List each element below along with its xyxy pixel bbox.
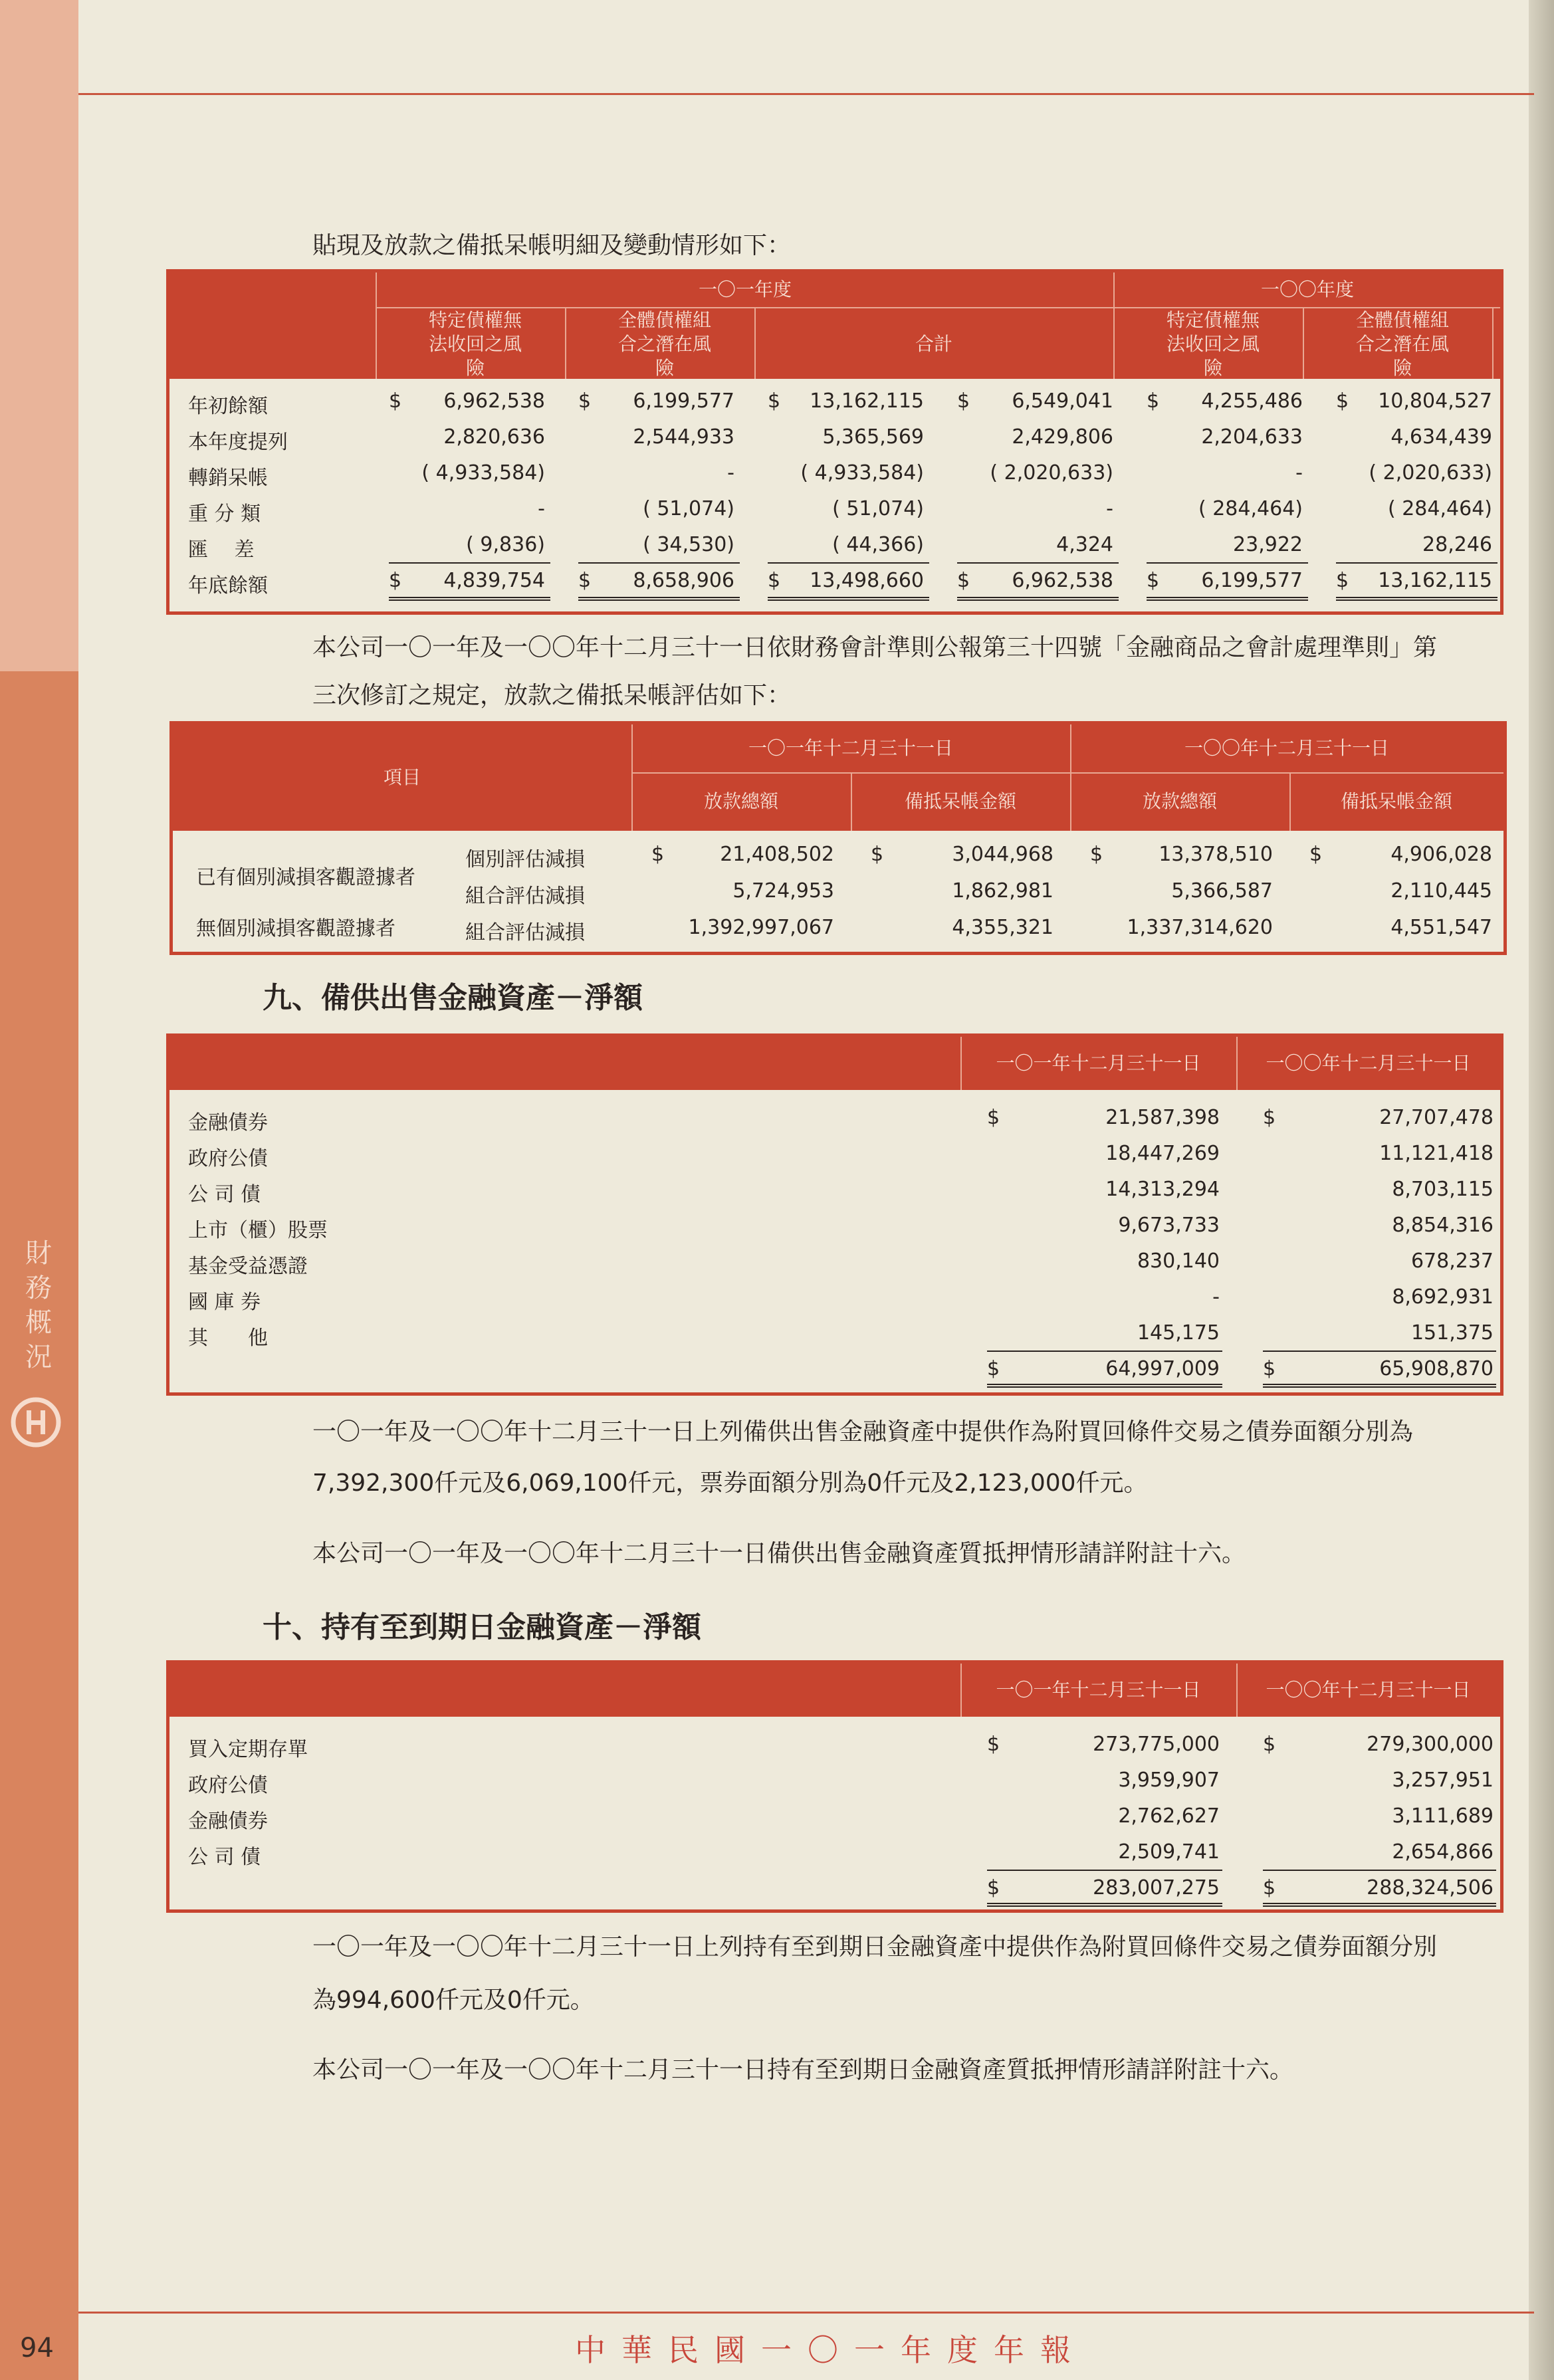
table-row [169,1172,1500,1208]
table-row [169,492,1500,528]
htm-note2: 本公司一〇一年及一〇〇年十二月三十一日持有至到期日金融資產質抵押情形請詳附註十六。 [312,2056,1294,2084]
dollar-sign: $ [987,1733,1000,1756]
total-double-rule [768,597,929,601]
header-allowance-101: 備抵呆帳金額 [904,790,1016,812]
row-label: 政府公債 [188,1147,268,1170]
side-band-section [0,671,78,2380]
header-divider [1492,307,1494,379]
table-cell: 13,162,115 [810,389,924,413]
page-number: 94 [20,2333,54,2363]
htm-note1-line1: 一〇一年及一〇〇年十二月三十一日上列持有至到期日金融資產中提供作為附買回條件交易之債券面額分別 [312,1933,1438,1961]
total-cell: 283,007,275 [1093,1876,1220,1899]
table-cell: 6,962,538 [1012,569,1113,592]
afs-table-header [169,1037,1500,1090]
header-divider [1113,272,1115,379]
header-item: 項目 [383,766,421,788]
table-cell: 6,199,577 [1201,569,1303,592]
dollar-sign: $ [1147,569,1160,592]
total-cell: 64,997,009 [1105,1357,1220,1380]
table-cell: ( 4,933,584) [800,461,924,485]
table-cell: 4,551,547 [1390,916,1492,939]
allowance-table [166,269,1503,615]
table-row [169,1244,1500,1280]
table-row [169,1280,1500,1316]
table-cell: 18,447,269 [1105,1142,1220,1165]
row-label: 金融債券 [188,1810,268,1833]
total-row [169,1352,1500,1388]
table-cell: ( 44,366) [832,533,924,556]
table-cell: 13,162,115 [1378,569,1492,592]
table-cell: 3,044,968 [952,843,1054,866]
header-date-101: 一〇一年十二月三十一日 [996,1679,1201,1701]
afs-note1-line2: 7,392,300仟元及6,069,100仟元，票券面額分別為0仟元及2,123,000仟元。 [312,1469,1148,1497]
evaluation-table-header [173,724,1503,831]
table-cell: 4,255,486 [1201,389,1303,413]
table-cell: 14,313,294 [1105,1178,1220,1201]
table-cell: ( 34,530) [643,533,734,556]
table-cell: ( 4,933,584) [421,461,545,485]
header-loans-100: 放款總額 [1142,790,1217,812]
row-label: 公 司 債 [188,1183,261,1206]
header-divider [376,272,377,379]
dollar-sign: $ [1263,1357,1276,1380]
table-cell: ( 51,074) [643,497,734,520]
table-cell: 830,140 [1137,1249,1220,1273]
row-label: 轉銷呆帳 [188,467,268,490]
evaluation-table-body [173,837,1503,952]
dollar-sign: $ [1263,1106,1276,1129]
htm-table-body [169,1727,1500,1909]
table-row [173,911,1503,946]
table-cell: 2,110,445 [1390,879,1492,903]
table-cell: ( 284,464) [1198,497,1303,520]
header-specific-100: 特定債權無法收回之風險 [1166,309,1260,379]
table-row [169,1799,1500,1835]
afs-heading: 九、備供出售金融資產－淨額 [263,981,643,1015]
dollar-sign: $ [1309,843,1323,866]
htm-note1-line2: 為994,600仟元及0仟元。 [312,1987,594,2014]
header-divider [1303,307,1304,379]
dollar-sign: $ [987,1876,1000,1899]
subtotal-rule [957,562,1119,564]
table-row [169,1101,1500,1136]
table-cell: 3,257,951 [1392,1769,1494,1792]
total-double-rule [1336,597,1498,601]
total-double-rule [578,597,740,601]
subtotal-rule [1263,1351,1496,1352]
table-row [169,1316,1500,1352]
table-cell: 6,199,577 [633,389,734,413]
total-double-rule [1263,1384,1496,1388]
evaluation-group1-label: 已有個別減損客觀證據者 [196,866,415,889]
header-date-101: 一〇一年十二月三十一日 [748,737,953,759]
dollar-sign: $ [768,389,781,413]
table-cell: - [1295,461,1303,485]
htm-table-header [169,1664,1500,1717]
table-cell: 151,375 [1410,1321,1494,1345]
table-row [173,874,1503,910]
table-cell: ( 9,836) [466,533,545,556]
table-cell: 4,634,439 [1390,425,1492,449]
table-cell: 2,429,806 [1012,425,1113,449]
table-cell: 1,862,981 [952,879,1054,903]
table-cell: 23,922 [1233,533,1303,556]
dollar-sign: $ [957,389,970,413]
row-label: 公 司 債 [188,1846,261,1869]
table-cell: 678,237 [1410,1249,1494,1273]
header-portfolio-100: 全體債權組合之潛在風險 [1355,309,1449,379]
company-logo-icon [9,1396,62,1449]
table-cell: 8,854,316 [1392,1214,1494,1237]
top-rule [78,93,1534,95]
total-double-rule [957,597,1119,601]
table-cell: ( 2,020,633) [1369,461,1492,485]
table-row [169,1727,1500,1763]
header-date-101: 一〇一年十二月三十一日 [996,1052,1201,1074]
dollar-sign: $ [389,569,402,592]
dollar-sign: $ [987,1106,1000,1129]
total-cell: 288,324,506 [1367,1876,1494,1899]
table-cell: - [1212,1285,1220,1309]
table-cell: 13,378,510 [1159,843,1273,866]
dollar-sign: $ [1336,569,1349,592]
table-cell: 21,408,502 [720,843,834,866]
subtotal-rule [768,562,929,564]
table-cell: 5,365,569 [822,425,924,449]
row-label: 上市（櫃）股票 [188,1219,328,1242]
row-label: 年底餘額 [188,574,268,597]
allowance-table-body [169,384,1500,611]
subtotal-rule [389,562,550,564]
table-cell: 2,509,741 [1118,1840,1220,1864]
header-date-100: 一〇〇年十二月三十一日 [1266,1679,1471,1701]
table-cell: 13,498,660 [810,569,924,592]
subtotal-rule [1336,562,1498,564]
dollar-sign: $ [1336,389,1349,413]
table-cell: 1,337,314,620 [1127,916,1273,939]
row-label: 政府公債 [188,1774,268,1797]
table-cell: 145,175 [1137,1321,1220,1345]
subtotal-rule [987,1351,1222,1352]
table-cell: 8,692,931 [1392,1285,1494,1309]
row-label: 基金受益憑證 [188,1255,308,1278]
row-method: 個別評估減損 [465,848,585,871]
header-total-101: 合計 [915,333,952,355]
table-cell: 2,762,627 [1118,1804,1220,1828]
table-cell: 279,300,000 [1367,1733,1494,1756]
row-label: 重 分 類 [188,502,261,526]
allowance-intro: 貼現及放款之備抵呆帳明細及變動情形如下： [312,232,792,259]
dollar-sign: $ [957,569,970,592]
table-cell: 8,703,115 [1392,1178,1494,1201]
dollar-sign: $ [1263,1876,1276,1899]
side-section-label: 財務概況 [25,1238,52,1372]
header-date-100: 一〇〇年十二月三十一日 [1184,737,1389,759]
table-cell: 4,355,321 [952,916,1054,939]
total-double-rule [389,597,550,601]
evaluation-group2-label: 無個別減損客觀證據者 [196,917,395,940]
row-label: 本年度提列 [188,431,288,454]
footer-title: 中華民國一〇一年度年報 [575,2332,1087,2368]
table-cell: ( 284,464) [1387,497,1492,520]
dollar-sign: $ [578,389,592,413]
row-label: 金融債券 [188,1111,268,1135]
evaluation-intro-line1: 本公司一〇一年及一〇〇年十二月三十一日依財務會計準則公報第三十四號「金融商品之會計處理準則」第 [312,634,1438,661]
header-loans-101: 放款總額 [703,790,778,812]
table-cell: 2,544,933 [633,425,734,449]
table-cell: 27,707,478 [1379,1106,1494,1129]
table-cell: 2,654,866 [1392,1840,1494,1864]
afs-table-body [169,1101,1500,1392]
table-row [169,1835,1500,1871]
table-cell: 2,204,633 [1201,425,1303,449]
row-label: 買入定期存單 [188,1738,308,1761]
dollar-sign: $ [1147,389,1160,413]
row-label: 年初餘額 [188,395,268,418]
table-row [169,1763,1500,1799]
table-cell: 5,724,953 [732,879,834,903]
table-cell: 4,906,028 [1390,843,1492,866]
subtotal-rule [578,562,740,564]
row-label: 國 庫 券 [188,1291,261,1314]
table-cell: 5,366,587 [1171,879,1273,903]
table-row [169,456,1500,492]
total-double-rule [987,1384,1222,1388]
subtotal-rule [1263,1870,1496,1871]
htm-table [166,1660,1503,1913]
table-cell: 28,246 [1422,533,1492,556]
table-row [169,384,1500,420]
dollar-sign: $ [1263,1733,1276,1756]
page-edge [1529,0,1554,2380]
table-row [169,528,1500,564]
afs-table [166,1033,1503,1396]
table-cell: 2,820,636 [443,425,545,449]
header-specific-101: 特定債權無法收回之風險 [428,309,522,379]
table-cell: 21,587,398 [1105,1106,1220,1129]
table-cell: - [538,497,545,520]
dollar-sign: $ [768,569,781,592]
total-double-rule [1147,597,1308,601]
table-cell: 3,111,689 [1392,1804,1494,1828]
table-row [169,1208,1500,1244]
table-cell: 273,775,000 [1093,1733,1220,1756]
table-cell: 11,121,418 [1379,1142,1494,1165]
header-date-100: 一〇〇年十二月三十一日 [1266,1052,1471,1074]
total-double-rule [987,1903,1222,1907]
dollar-sign: $ [871,843,884,866]
allowance-table-header [169,272,1500,379]
evaluation-intro-line2: 三次修訂之規定，放款之備抵呆帳評估如下： [312,682,792,709]
row-label: 匯 差 [188,538,255,562]
table-row [169,420,1500,456]
table-cell: 3,959,907 [1118,1769,1220,1792]
row-label: 其 他 [188,1327,268,1350]
table-cell: 10,804,527 [1378,389,1492,413]
row-method: 組合評估減損 [465,885,585,908]
dollar-sign: $ [987,1357,1000,1380]
header-divider [376,307,1500,308]
table-cell: 9,673,733 [1118,1214,1220,1237]
dollar-sign: $ [651,843,665,866]
header-allowance-100: 備抵呆帳金額 [1340,790,1452,812]
total-row [169,1871,1500,1907]
table-row [169,1136,1500,1172]
table-cell: 1,392,997,067 [688,916,834,939]
bottom-rule [78,2312,1534,2314]
table-cell: 6,549,041 [1012,389,1113,413]
table-cell: ( 2,020,633) [990,461,1113,485]
dollar-sign: $ [389,389,402,413]
evaluation-table [169,721,1507,955]
table-cell: 4,324 [1056,533,1113,556]
dollar-sign: $ [578,569,592,592]
total-double-rule [1263,1903,1496,1907]
table-row [169,564,1500,599]
table-cell: - [727,461,734,485]
table-cell: - [1106,497,1113,520]
subtotal-rule [1147,562,1308,564]
row-method: 組合評估減損 [465,921,585,944]
total-cell: 65,908,870 [1379,1357,1494,1380]
header-year-100: 一〇〇年度 [1260,278,1354,300]
afs-note1-line1: 一〇一年及一〇〇年十二月三十一日上列備供出售金融資產中提供作為附買回條件交易之債券面額分別為 [312,1418,1414,1446]
header-year-101: 一〇一年度 [698,278,792,300]
table-cell: 4,839,754 [443,569,545,592]
table-cell: 8,658,906 [633,569,734,592]
dollar-sign: $ [1090,843,1103,866]
header-portfolio-101: 全體債權組合之潛在風險 [617,309,711,379]
header-divider [565,307,566,379]
table-cell: ( 51,074) [832,497,924,520]
afs-note2: 本公司一〇一年及一〇〇年十二月三十一日備供出售金融資產質抵押情形請詳附註十六。 [312,1540,1246,1567]
subtotal-rule [987,1870,1222,1871]
table-cell: 6,962,538 [443,389,545,413]
table-row [173,837,1503,873]
htm-heading: 十、持有至到期日金融資產－淨額 [263,1610,701,1644]
